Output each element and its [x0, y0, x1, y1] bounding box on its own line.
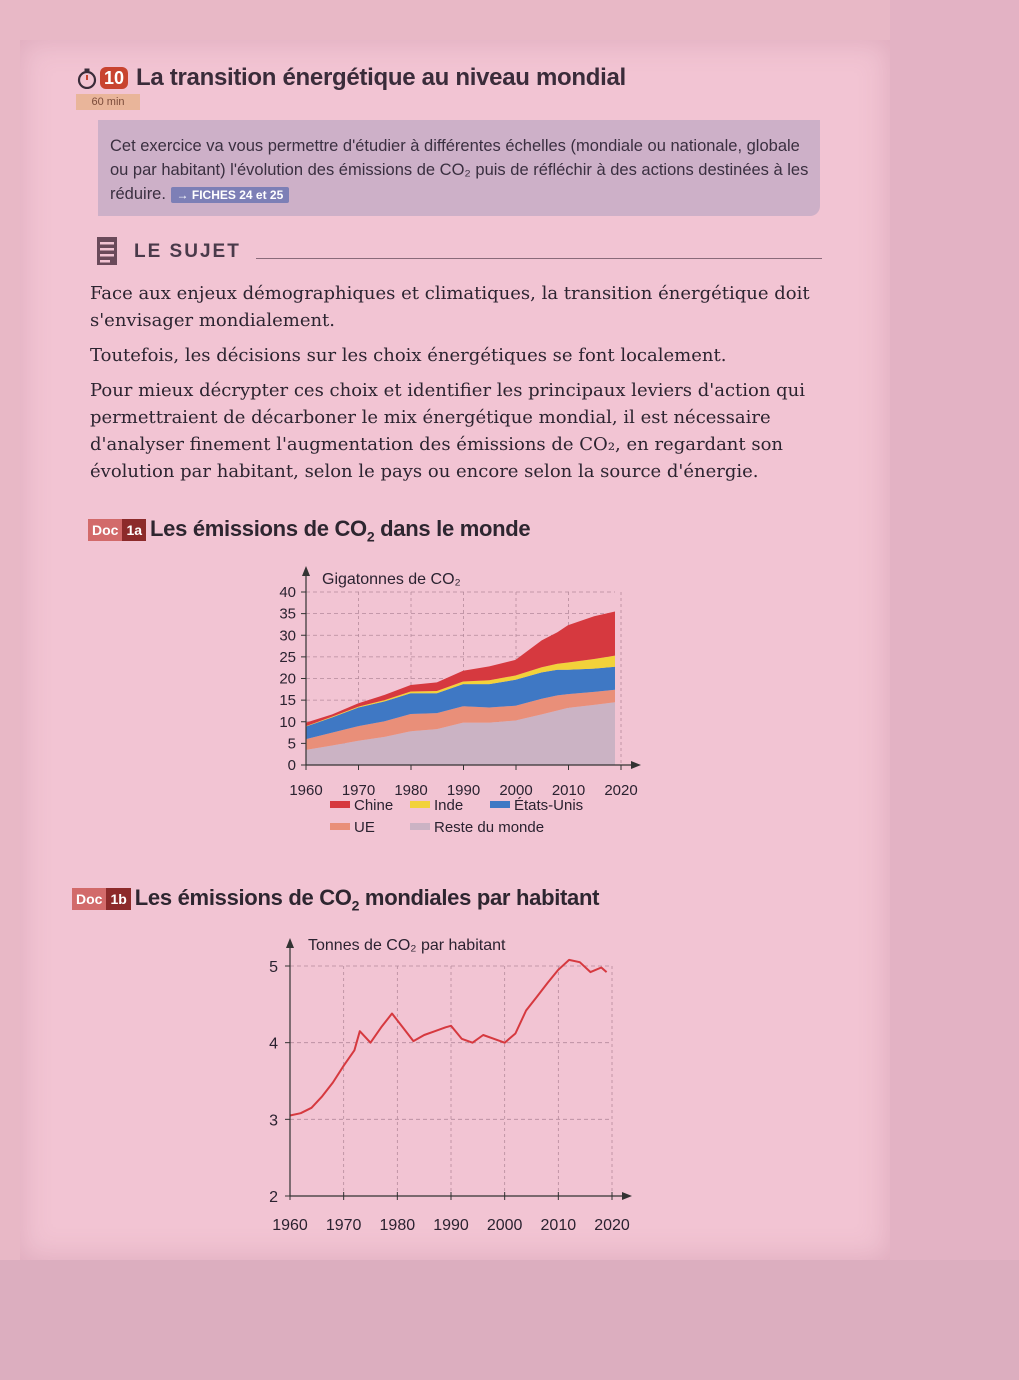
doc1b-title-sub: 2	[351, 897, 360, 914]
chart2-axes	[285, 938, 632, 1200]
chart2-x-tick-label: 1970	[325, 1217, 362, 1234]
sujet-header	[96, 236, 241, 268]
co2-emissions-chart	[260, 560, 680, 860]
chart2-x-tick-label: 2010	[540, 1217, 577, 1234]
chart1-x-arrow	[631, 761, 641, 769]
chart1-y-tick-label: 0	[287, 757, 296, 774]
chart1-legend-swatch	[410, 801, 430, 808]
doc1b-header	[72, 885, 599, 913]
chart1-x-tick-label: 1990	[446, 782, 481, 799]
chart2-x-tick-label: 2020	[594, 1217, 630, 1234]
chart1-legend-label: Reste du monde	[434, 819, 545, 836]
chart1-x-tick-label: 1980	[394, 782, 428, 799]
chart1-legend-label: Inde	[434, 797, 464, 814]
exercise-title: La transition énergétique au niveau mondial	[136, 64, 626, 91]
intro-text-body: Cet exercice va vous permettre d'étudier à différentes échelles (mondiale ou nationale, globale ou par habitant) l'évolution des émissions de CO₂ puis de réfléchir à des actions destinées à les réduire.	[110, 137, 809, 203]
intro-box	[98, 120, 820, 216]
chart1-x-tick-label: 1960	[289, 782, 323, 799]
chart1-y-tick-label: 30	[279, 627, 296, 645]
document-icon	[96, 236, 120, 268]
sujet-text	[90, 280, 830, 493]
page-background-right	[890, 0, 1019, 1380]
doc1a-number: 1a	[122, 519, 146, 541]
co2-per-capita-chart	[250, 926, 670, 1246]
fiches-link[interactable]: → FICHES 24 et 25	[171, 187, 290, 203]
chart1-x-tick-label: 1970	[341, 782, 376, 799]
chart1-y-label: Gigatonnes de CO₂	[322, 571, 461, 588]
chart2-x-tick-label: 1980	[379, 1217, 416, 1234]
chart1-legend-label: Chine	[354, 797, 394, 814]
chart2-y-tick-label: 3	[269, 1112, 278, 1130]
exercise-header	[76, 64, 626, 92]
chart1-legend-swatch	[330, 823, 350, 830]
chart1-legend-swatch	[330, 801, 350, 808]
chart1-legend	[330, 797, 583, 836]
doc1a-badge: Doc	[88, 519, 122, 541]
chart1-x-tick-label: 2000	[499, 782, 533, 799]
sujet-divider	[256, 258, 822, 259]
chart1-y-tick-label: 10	[279, 713, 296, 731]
chart2-y-label: Tonnes de CO₂ par habitant	[308, 937, 506, 954]
chart1-y-tick-label: 15	[279, 692, 296, 710]
chart2-y-arrow	[286, 938, 294, 948]
doc1a-title-sub: 2	[366, 528, 375, 545]
chart1-x-tick-label: 2010	[551, 782, 586, 799]
chart1-y-arrow	[302, 566, 310, 576]
chart2-y-tick-label: 2	[269, 1189, 278, 1206]
doc1a-title	[150, 516, 530, 544]
doc1b-title-pre: Les émissions de CO	[134, 885, 352, 910]
chart1-legend-swatch	[490, 801, 510, 808]
chart1-legend-swatch	[410, 823, 430, 830]
exercise-number: 10	[100, 67, 128, 89]
chart2-y-tick-label: 4	[269, 1035, 278, 1053]
sujet-paragraph-3: Pour mieux décrypter ces choix et identifier les principaux leviers d'action qui permettraient de décarboner le mix énergétique mondial, il est nécessaire d'analyser finement l'augmentation des émissions de CO₂, en regardant son évolution par habitant, selon le pays ou encore selon la source d'énergie.	[90, 380, 806, 482]
chart1-y-tick-label: 20	[279, 670, 296, 688]
chart2-grid	[290, 966, 612, 1196]
doc1a-header	[88, 516, 530, 544]
intro-text	[110, 134, 810, 206]
chart1-legend-label: UE	[354, 819, 375, 836]
chart2-x-arrow	[622, 1192, 632, 1200]
chart1-x-tick-label: 2020	[604, 782, 638, 799]
chart2-x-tick-label: 1990	[433, 1217, 469, 1234]
chart1-y-tick-label: 5	[287, 735, 296, 753]
chart1-y-tick-label: 40	[279, 584, 296, 601]
sujet-label: LE SUJET	[134, 241, 241, 262]
doc1a-title-pre: Les émissions de CO	[150, 516, 367, 541]
chart1-areas	[306, 612, 615, 766]
chart2-y-tick-label: 5	[269, 959, 278, 976]
sujet-paragraph-1: Face aux enjeux démographiques et climatiques, la transition énergétique doit s'envisager mondialement.	[90, 283, 810, 331]
chart2-series-line	[290, 960, 607, 1116]
sujet-paragraph-2: Toutefois, les décisions sur les choix énergétiques se font localement.	[90, 345, 727, 366]
chart2-x-tick-label: 1960	[272, 1217, 308, 1234]
doc1b-number: 1b	[106, 888, 130, 910]
doc1a-title-post: dans le monde	[374, 516, 531, 541]
doc1b-title	[135, 885, 599, 913]
doc1b-title-post: mondiales par habitant	[359, 885, 600, 910]
chart2-x-tick-label: 2000	[486, 1217, 523, 1234]
chart1-legend-label: États-Unis	[514, 797, 584, 814]
doc1b-badge: Doc	[72, 888, 106, 910]
page-background-bottom	[0, 1260, 1019, 1380]
chart1-y-tick-label: 35	[279, 605, 296, 623]
chart2-labels	[269, 937, 630, 1234]
chart1-y-tick-label: 25	[279, 648, 296, 666]
duration-badge: 60 min	[76, 94, 140, 110]
chart2-line	[290, 960, 607, 1116]
stopwatch-icon	[76, 67, 98, 89]
